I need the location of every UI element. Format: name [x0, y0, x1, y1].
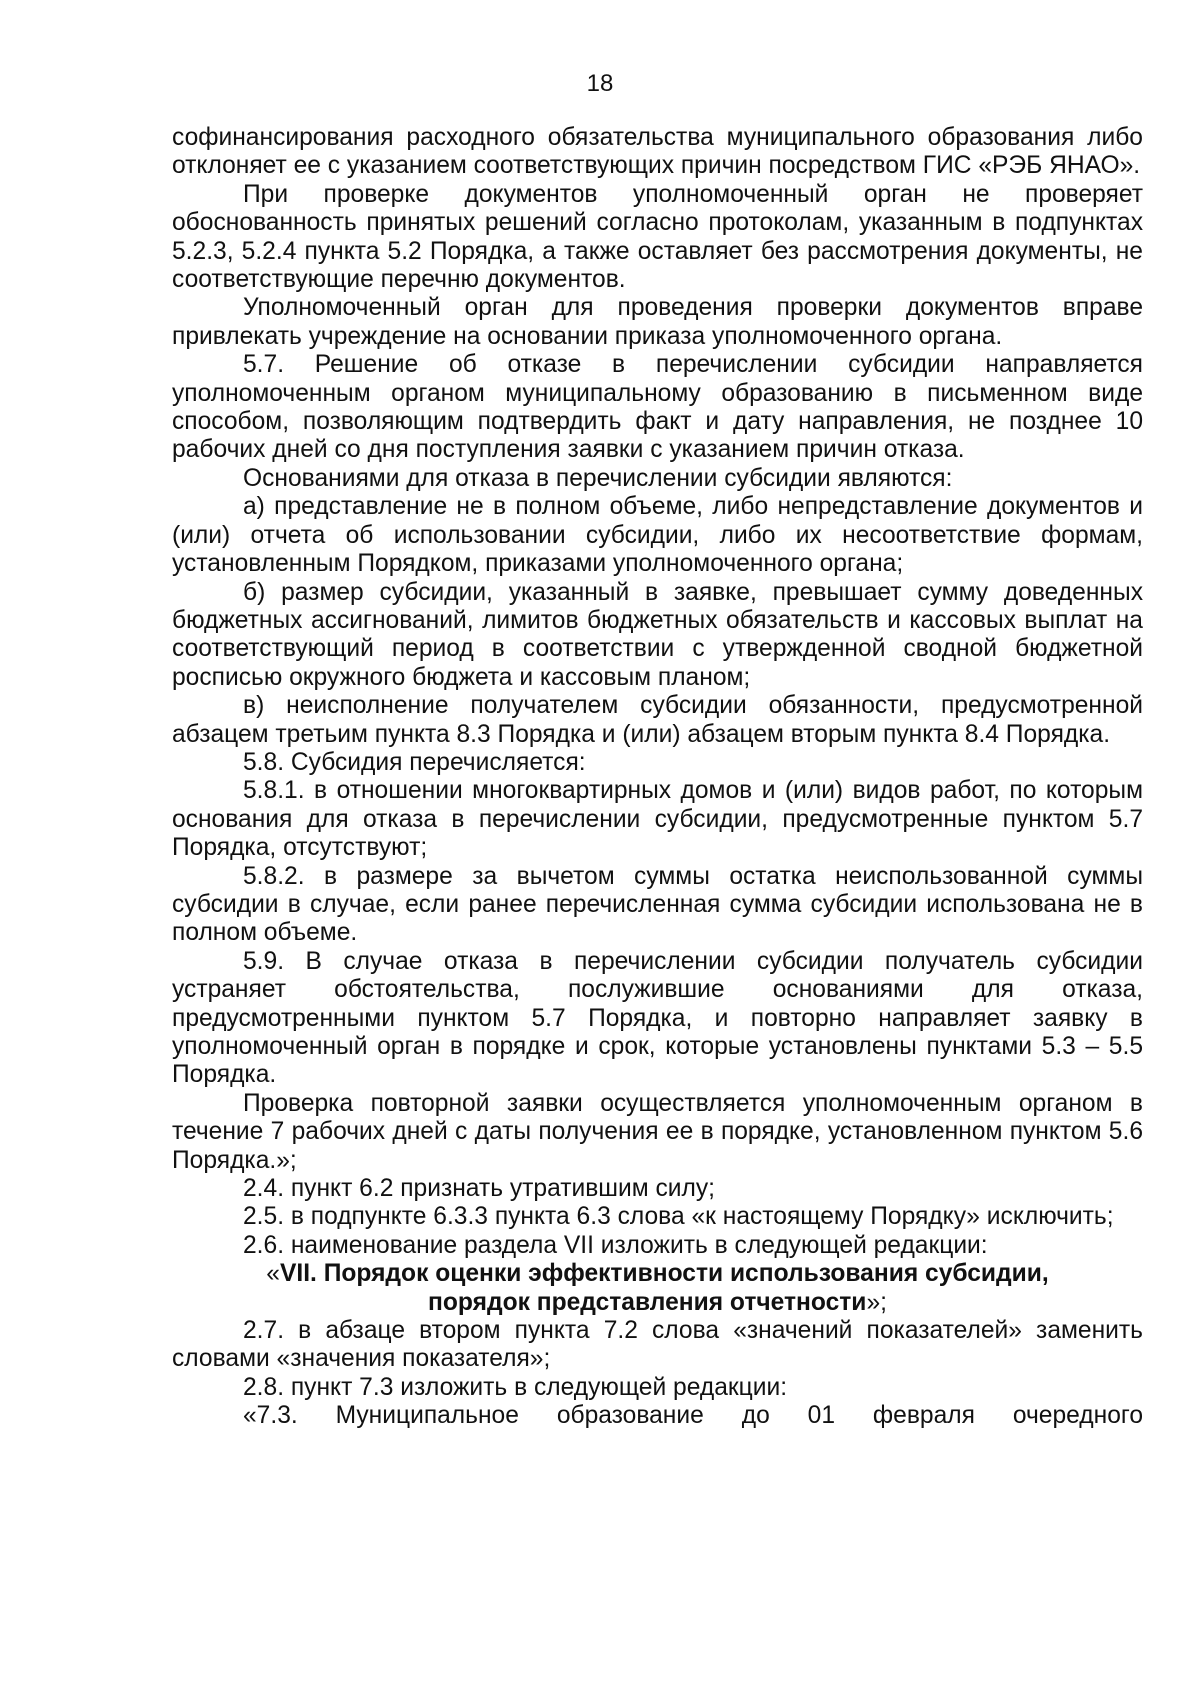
heading-line-1: VII. Порядок оценки эффективности использования субсидии, [279, 1260, 1049, 1288]
paragraph-refusal-grounds: Основаниями для отказа в перечислении субсидии являются: [243, 464, 953, 492]
paragraph-2-5: 2.5. в подпункте 6.3.3 пункта 6.3 слова «к настоящему Порядку» исключить; [243, 1203, 1114, 1231]
paragraph-5-8-1: 5.8.1. в отношении многоквартирных домов и (или) видов работ, по которым основания для отказа в перечислении субсидии, предусмотренные пунктом 5.7 Порядка, отсутствуют; [172, 777, 1143, 862]
paragraph-7-3-start: «7.3. Муниципальное образование до 01 февраля очередного [243, 1402, 1143, 1430]
paragraph-2-7: 2.7. в абзаце втором пункта 7.2 слова «значений показателей» заменить словами «значения показателя»; [172, 1317, 1143, 1373]
page-number: 18 [586, 70, 614, 97]
paragraph-5-8: 5.8. Субсидия перечисляется: [243, 748, 586, 776]
document-body [172, 124, 1143, 1431]
heading-open-quote: « [266, 1260, 280, 1288]
paragraph-2-8: 2.8. пункт 7.3 изложить в следующей редакции: [243, 1373, 788, 1401]
paragraph-2-4: 2.4. пункт 6.2 признать утратившим силу; [243, 1175, 716, 1203]
paragraph-ground-c: в) неисполнение получателем субсидии обязанности, предусмотренной абзацем третьим пункта 8.3 Порядка и (или) абзацем вторым пункта 8.4 Порядка. [172, 692, 1143, 748]
paragraph-cofinancing-continuation: софинансирования расходного обязательства муниципального образования либо отклоняет ее с указанием соответствующих причин посредством ГИС «РЭБ ЯНАО». [172, 124, 1143, 180]
heading-close-quote: »; [866, 1288, 887, 1316]
paragraph-5-8-2: 5.8.2. в размере за вычетом суммы остатка неиспользованной суммы субсидии в случае, если ранее перечисленная сумма субсидии использована не в полном объеме. [172, 862, 1143, 947]
paragraph-institution-involvement: Уполномоченный орган для проведения проверки документов вправе привлекать учреждение на основании приказа уполномоченного органа. [172, 294, 1143, 350]
section-heading-vii [172, 1260, 1143, 1317]
paragraph-5-9: 5.9. В случае отказа в перечислении субсидии получатель субсидии устраняет обстоятельства, послужившие основаниями для отказа, предусмотренными пунктом 5.7 Порядка, и повторно направляет заявку в уполномоченный орган в порядке и срок, которые установлены пунктами 5.3 – 5.5 Порядка. [172, 947, 1143, 1089]
paragraph-2-6: 2.6. наименование раздела VII изложить в следующей редакции: [243, 1231, 988, 1259]
paragraph-ground-a: а) представление не в полном объеме, либо непредставление документов и (или) отчета об использовании субсидии, либо их несоответствие формам, установленным Порядком, приказами уполномоченного органа; [172, 493, 1143, 578]
heading-line-2: порядок представления отчетности [428, 1288, 867, 1316]
paragraph-document-check: При проверке документов уполномоченный орган не проверяет обоснованность принятых решений согласно протоколам, указанным в подпунктах 5.2.3, 5.2.4 пункта 5.2 Порядка, а также оставляет без рассмотрения документы, не соответствующие перечню документов. [172, 180, 1143, 294]
paragraph-5-7: 5.7. Решение об отказе в перечислении субсидии направляется уполномоченным органом муниципальному образованию в письменном виде способом, позволяющим подтвердить факт и дату направления, не позднее 10 рабочих дней со дня поступления заявки с указанием причин отказа. [172, 351, 1143, 464]
paragraph-repeat-check: Проверка повторной заявки осуществляется уполномоченным органом в течение 7 рабочих дней с даты получения ее в порядке, установленном пунктом 5.6 Порядка.»; [172, 1089, 1143, 1174]
paragraph-ground-b: б) размер субсидии, указанный в заявке, превышает сумму доведенных бюджетных ассигнований, лимитов бюджетных обязательств и кассовых выплат на соответствующий период в соответствии с утвержденной сводной бюджетной росписью окружного бюджета и кассовым планом; [172, 578, 1143, 691]
